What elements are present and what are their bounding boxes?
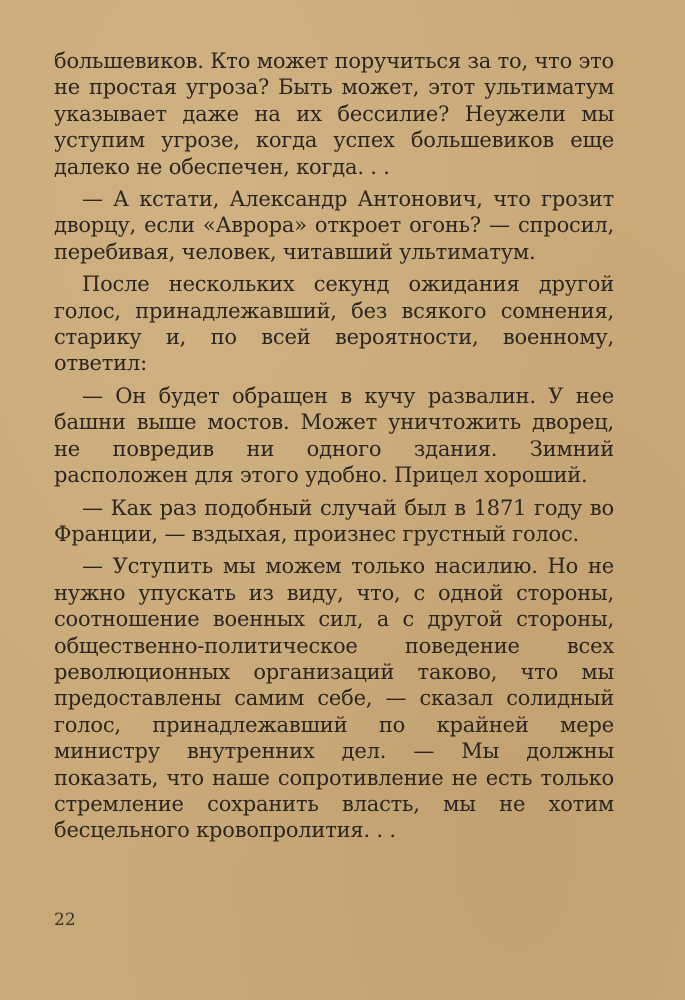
page-number: 22 [54, 910, 76, 930]
paragraph-2: — А кстати, Александр Антонович, что грозит дворцу, если «Аврора» откроет огонь? — спросил, перебивая, человек, читавший ультиматум. [54, 187, 614, 264]
paragraph-3: После нескольких секунд ожидания другой голос, принадлежавший, без всякого сомнения, старику и, по всей вероятности, военному, ответил: [54, 272, 614, 376]
page-body [54, 48, 614, 850]
paragraph-6: — Уступить мы можем только насилию. Но не нужно упускать из виду, что, с одной стороны, соотношение военных сил, а с другой стороны, общественно-политическое поведение всех революционных организаций таково, что мы предоставлены самим себе, — сказал солидный голос, принадлежавший по крайней мере министру внутренних дел. — Мы должны показать, что наше сопротивление не есть только стремление сохранить власть, мы не хотим бесцельного кровопролития. . . [54, 554, 614, 843]
paragraph-5: — Как раз подобный случай был в 1871 году во Франции, — вздыхая, произнес грустный голос. [54, 495, 614, 546]
paragraph-4: — Он будет обращен в кучу развалин. У нее башни выше мостов. Может уничтожить дворец, не повредив ни одного здания. Зимний расположен для этого удобно. Прицел хороший. [54, 383, 614, 488]
paragraph-1: большевиков. Кто может поручиться за то, что это не простая угроза? Быть может, этот ультиматум указывает даже на их бессилие? Неужели мы уступим угрозе, когда успех большевиков еще далеко не обеспечен, когда. . . [54, 49, 614, 179]
